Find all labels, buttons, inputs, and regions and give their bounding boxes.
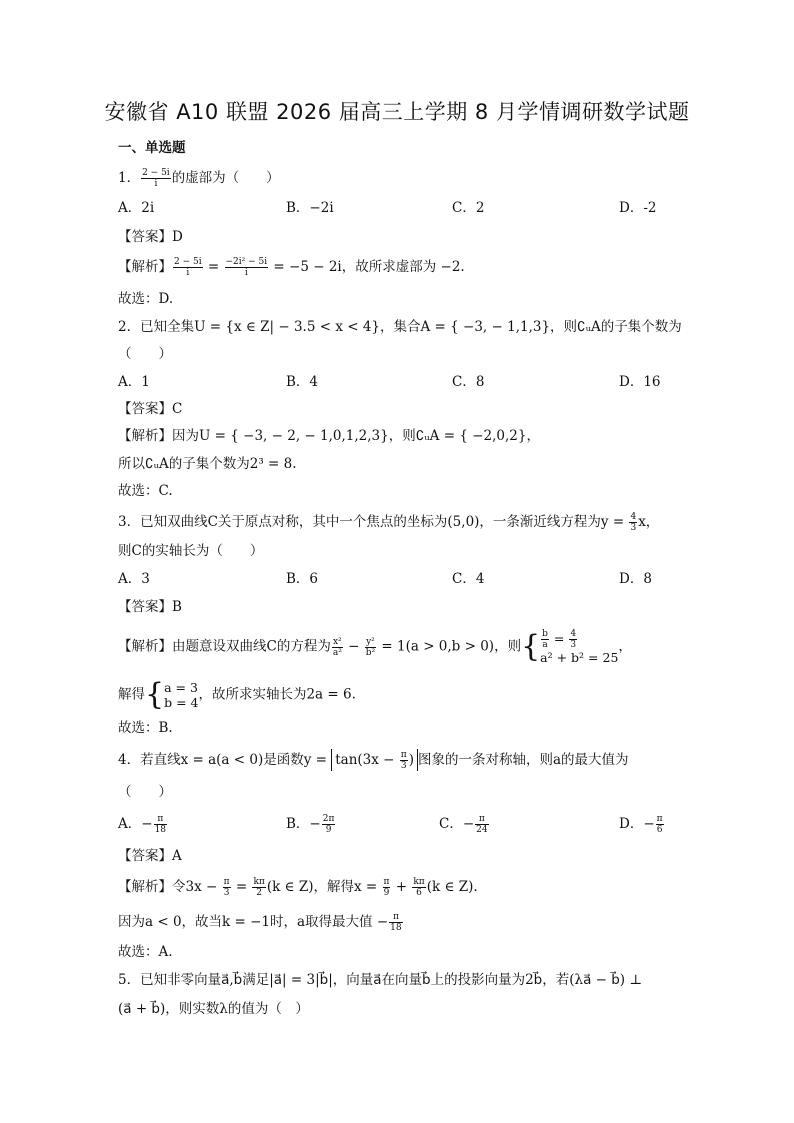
- option-c: C．2: [452, 200, 485, 216]
- question-5-stem-line2: (a⃗ + b⃗)，则实数λ的值为（ ）: [118, 1001, 309, 1017]
- question-3-stem: 3．已知双曲线C关于原点对称，其中一个焦点的坐标为(5,0)，一条渐近线方程为y = $\frac{4}{3}$ x，: [118, 512, 660, 533]
- absolute-value: tan(3x − $\frac{\pi}{3}$ ): [331, 749, 418, 771]
- option-d: D．16: [619, 374, 661, 390]
- option-c: C．8: [452, 374, 485, 390]
- analysis-2-line2: 所以∁ᵤA的子集个数为2³ = 8.: [118, 456, 297, 472]
- question-1-stem: 1． $\frac{2 - 5i}{i}$ 的虚部为（ ）: [118, 168, 280, 189]
- option-d: D．-2: [619, 200, 657, 216]
- section-heading: 一、单选题: [118, 140, 186, 156]
- option-a: A．2i: [118, 200, 155, 216]
- question-2-paren: （ ）: [118, 346, 172, 362]
- answer-4: 【答案】A: [118, 848, 182, 864]
- question-number: 1．: [118, 170, 141, 186]
- analysis-4: 【解析】令3x − $\frac{\pi}{3}$ = $\frac{k\pi}{2}$ (k ∈ Z)，解得x = $\frac{\pi}{9}$ + $\frac{k\pi}{6}$ (k ∈ Z).: [118, 877, 478, 898]
- option-c: C．− $\frac{\pi}{24}$: [439, 814, 488, 835]
- option-b: B．− $\frac{2\pi}{9}$: [286, 814, 335, 835]
- question-4-paren: （ ）: [118, 784, 172, 800]
- option-d: D．8: [619, 571, 652, 587]
- conclusion-3: 故选：B.: [118, 720, 173, 736]
- conclusion-2: 故选：C.: [118, 483, 173, 499]
- option-a: A．− $\frac{\pi}{18}$: [118, 814, 167, 835]
- answer-1: 【答案】D: [118, 229, 183, 245]
- analysis-3-solve: 解得{ a = 3 b = 4 ，故所求实轴长为2a = 6.: [118, 677, 356, 712]
- option-b: B．4: [286, 374, 319, 390]
- option-c: C．4: [452, 571, 485, 587]
- analysis-4-line2: 因为a < 0，故当k = −1时，a取得最大值 − $\frac{\pi}{18}$: [118, 912, 402, 933]
- conclusion-4: 故选：A.: [118, 944, 173, 960]
- option-b: B．6: [286, 571, 319, 587]
- question-2-stem: 2．已知全集U = {x ∈ Z| − 3.5 < x < 4}，集合A = { −3, − 1,1,3}，则∁ᵤA的子集个数为: [118, 319, 682, 335]
- question-3-stem-line2: 则C的实轴长为（ ）: [118, 543, 264, 559]
- option-d: D．− $\frac{\pi}{6}$: [619, 814, 663, 835]
- question-5-stem: 5．已知非零向量a⃗,b⃗满足|a⃗| = 3|b⃗|，向量a⃗在向量b⃗上的投影向量为2b⃗，若(λa⃗ − b⃗) ⊥: [118, 972, 643, 988]
- fraction: $\frac{2 - 5i}{i}$: [142, 168, 170, 189]
- page-title: 安徽省 A10 联盟 2026 届高三上学期 8 月学情调研数学试题: [104, 100, 690, 124]
- option-a: A．1: [118, 374, 150, 390]
- answer-2: 【答案】C: [118, 401, 183, 417]
- conclusion-1: 故选：D.: [118, 291, 174, 307]
- question-4-stem: 4．若直线x = a(a < 0)是函数y = tan(3x − $\frac{\pi}{3}$ ) 图象的一条对称轴，则a的最大值为: [118, 750, 629, 771]
- analysis-3: 【解析】由题意设双曲线C的方程为 $\frac{\text{x²}}{\text{a²}}$ − $\frac{\text{y²}}{\text{b²}}$ = 1(a > 0,b > 0)，则{ $\frac{b}{a}$ = $\frac{4}{3}$ a² + b² = 25 ，: [118, 629, 632, 665]
- answer-3: 【答案】B: [118, 599, 182, 615]
- option-b: B．−2i: [286, 200, 334, 216]
- option-a: A．3: [118, 571, 150, 587]
- analysis-1: 【解析】 $\frac{2 - 5i}{i}$ = $\frac{\text{−2i² − 5i}}{i}$ = −5 − 2i，故所求虚部为 −2.: [118, 257, 465, 278]
- analysis-2: 【解析】因为U = { −3, − 2, − 1,0,1,2,3}，则∁ᵤA = { −2,0,2}，: [118, 428, 540, 444]
